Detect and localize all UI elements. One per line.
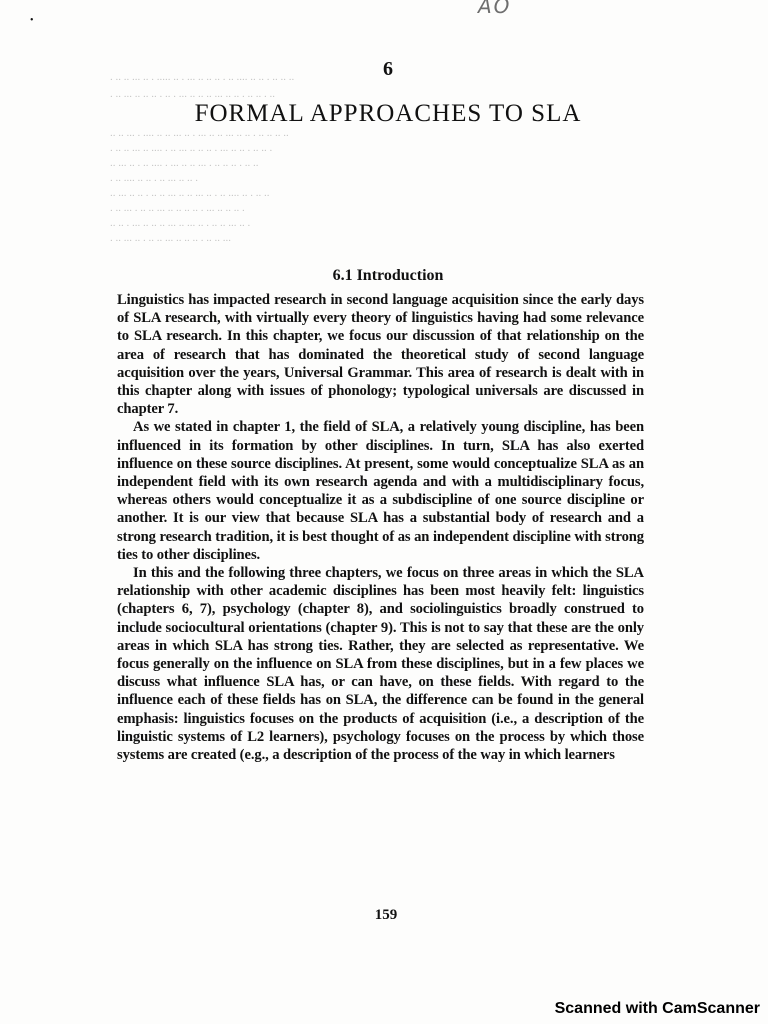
bleed-through-text: . .. .. ... .. . ..... .. . ... .. .. .. . .. .... .. .. . .. .. .. . .. ... .. .. .. . .. . ... .. .. .. ... .. .. . .. .. . .. .. .. ... . .... .. .. ... .. . ... .. .. ... .. .. . .. .. .. .. . .. .. ... .. .... . .. ... .. .. .. . ... .. .. . .. .. . .. ... .. . .. .... . ... .. .. ... . .. .. .. . .. .. . .. .... .. .. . .. ... .. .. . .. ... .. .. . .. .. ... .. .. ... .. . .. .... .. . .. .. . .. ... . .. .. ... .. .. .. .. . ... .. .. .. . .. .. . ... .. .. .. ... .. ... .. . .. .. ... .. . . .. ... .. . .. .. ... .. .. .. . .. .. ... [110, 71, 295, 244]
corner-mark: • [30, 15, 34, 26]
body-text [117, 291, 644, 764]
section-heading: 6.1 Introduction [332, 267, 444, 284]
paragraph: As we stated in chapter 1, the field of SLA, a relatively young discipline, has been influenced in its formation by other disciplines. In turn, SLA has also exerted influence on these source disciplines. At present, some would conceptualize SLA as an independent field with its own research agenda and with a multidisciplinary focus, whereas others would conceptualize it as a subdiscipline of one source discipline or another. It is our view that because SLA has a substantial body of research and a strong research tradition, it is best thought of as an independent discipline with strong ties to other disciplines. [117, 419, 644, 563]
page-number: 159 [374, 907, 398, 923]
handwritten-annotation: AO [478, 0, 512, 18]
chapter-number: 6 [383, 58, 393, 80]
paragraph: Linguistics has impacted research in second language acquisition since the early days of SLA research, with virtually every theory of linguistics having had some relevance to SLA research. In this chapter, we focus our discussion of that relationship on the area of research that has dominated the theoretical study of second language acquisition over the years, Universal Grammar. This area of research is dealt with in this chapter along with issues of phonology; typological universals are discussed in chapter 7. [117, 292, 644, 418]
camscanner-watermark: Scanned with CamScanner [554, 1000, 760, 1017]
paragraph: In this and the following three chapters, we focus on three areas in which the SLA relationship with other academic disciplines has been most heavily felt: linguistics (chapters 6, 7), psychology (chapter 8), and sociolinguistics broadly construed to include sociocultural orientations (chapter 9). This is not to say that these are the only areas in which SLA has strong ties. Rather, they are selected as representative. We focus generally on the influence on SLA from these disciplines, but in a few places we discuss what influence SLA has, or can have, on these fields. With regard to the influence each of these fields has on SLA, the difference can be found in the general emphasis: linguistics focuses on the products of acquisition (i.e., a description of the linguistic systems of L2 learners), psychology focuses on the process by which those systems are created (e.g., a description of the process of the way in which learners [117, 565, 644, 764]
chapter-title: FORMAL APPROACHES TO SLA [194, 100, 582, 127]
